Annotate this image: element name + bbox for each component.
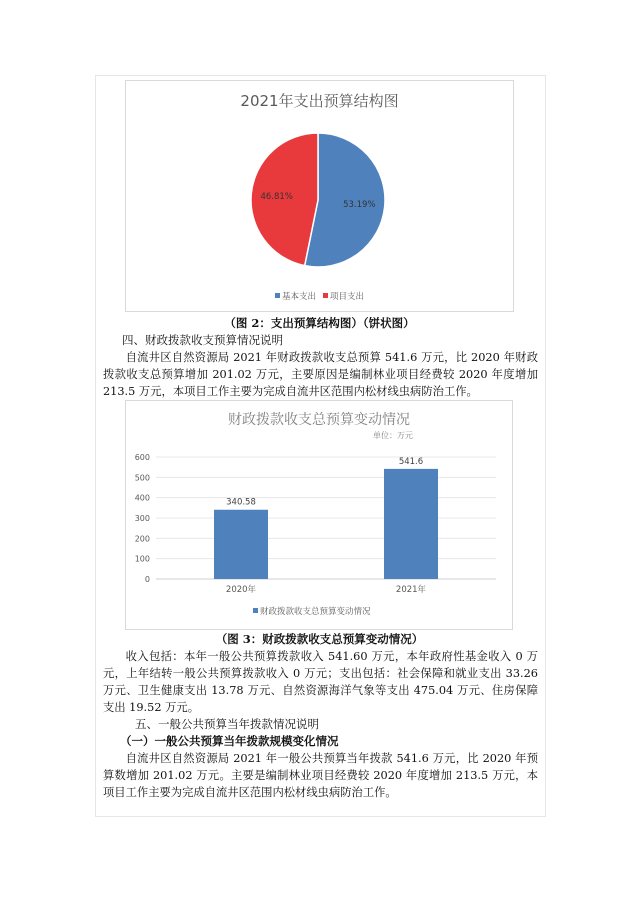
section-5-paragraph: 自流井区自然资源局 2021 年一般公共预算当年拨款 541.6 万元，比 2020 年预算数增加 201.02 万元。主要是编制林业项目经费较 2020 年度增加 213.5 万元，本项目工作主要为完成自流井区范围内松材线虫病防治工作。 <box>103 752 538 799</box>
figure-3-caption: （图 3：财政拨款收支总预算变动情况） <box>215 632 424 646</box>
bar-value-label: 340.58 <box>226 497 256 508</box>
bar-chart-canvas <box>126 401 512 629</box>
bar <box>384 469 438 579</box>
y-tick-label: 500 <box>134 473 150 483</box>
y-tick-label: 0 <box>144 575 150 584</box>
x-tick-label: 2020年 <box>225 585 257 595</box>
y-tick-label: 200 <box>134 534 150 544</box>
section-4-paragraph-1: 自流井区自然资源局 2021 年财政拨款收支总预算 541.6 万元，比 2020 年财政拨款收支总预算增加 201.02 万元，主要原因是编制林业项目经费较 2020 年度增加 213.5 万元，本项目工作主要为完成自流井区范围内松材线虫病防治工作。 <box>103 351 538 398</box>
pie-slice-label: 53.19% <box>343 200 376 211</box>
legend-label: 财政拨款收支总预算变动情况 <box>260 607 371 617</box>
section-4-paragraph-2: 收入包括：本年一般公共预算拨款收入 541.60 万元，本年政府性基金收入 0 万元，上年结转一般公共预算拨款收入 0 万元；支出包括：社会保障和就业支出 33.26 万元、卫生健康支出 13.78 万元、自然资源海洋气象等支出 475.04 万元、住房保障支出 19.52 万元。 <box>103 650 538 714</box>
bar-value-label: 541.6 <box>398 456 424 467</box>
section-5-heading: 五、一般公共预算当年拨款情况说明 <box>135 717 319 731</box>
bar-chart-title: 财政拨款收支总预算变动情况 <box>228 412 410 428</box>
bar <box>214 510 268 579</box>
legend-swatch <box>275 293 280 298</box>
pie-chart-canvas <box>126 81 513 311</box>
y-tick-label: 400 <box>134 493 150 503</box>
pie-slice-label: 46.81% <box>260 191 293 202</box>
section-4-heading: 四、财政拨款收支预算情况说明 <box>122 333 283 347</box>
bar-chart-unit: 单位：万元 <box>373 431 413 440</box>
y-tick-label: 100 <box>134 554 150 564</box>
pie-chart <box>125 80 514 312</box>
y-tick-label: 600 <box>134 453 150 462</box>
legend-swatch <box>323 293 328 298</box>
bar-chart <box>125 400 513 630</box>
legend-label: 项目支出 <box>330 292 365 302</box>
section-5-subheading: （一）一般公共预算当年拨款规模变化情况 <box>120 734 339 748</box>
x-tick-label: 2021年 <box>395 585 427 595</box>
y-tick-label: 300 <box>134 514 150 523</box>
legend-label: 基本支出 <box>282 292 317 302</box>
figure-2-caption: （图 2：支出预算结构图）（饼状图） <box>224 316 415 330</box>
pie-chart-title: 2021年支出预算结构图 <box>240 92 399 110</box>
legend-swatch <box>253 608 258 613</box>
